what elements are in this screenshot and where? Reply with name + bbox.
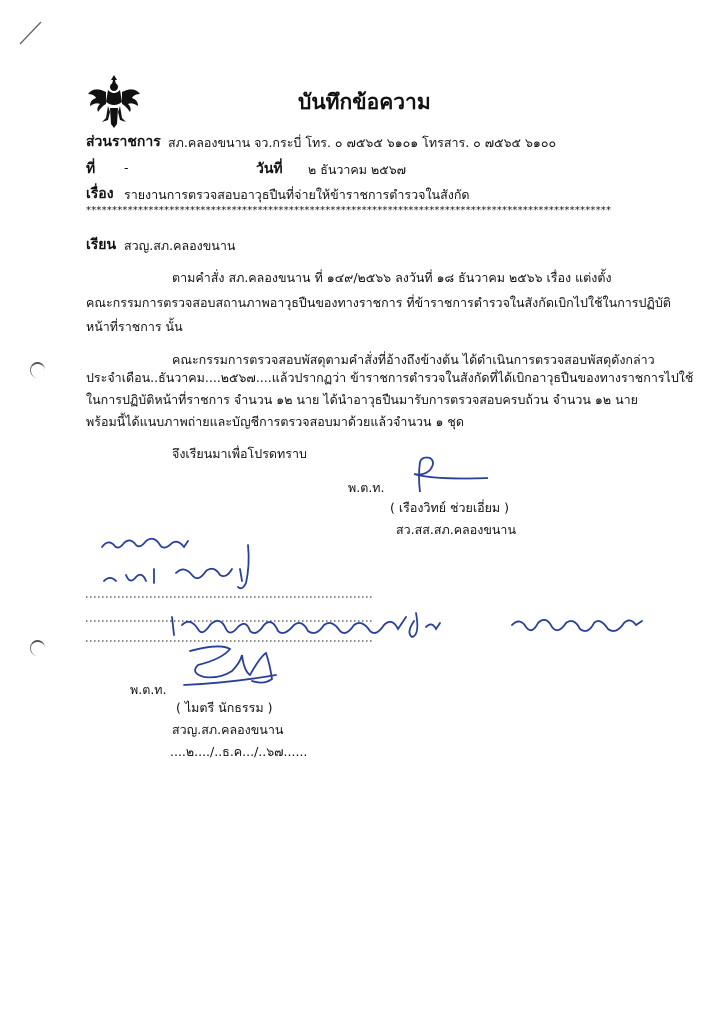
paragraph2-line3: ในการปฏิบัติหน้าที่ราชการ จำนวน ๑๒ นาย ได้นำอาวุธปืนมารับการตรวจสอบครบถ้วน จำนวน ๑๒ นาย [86, 392, 638, 407]
date-value: ๒ ธันวาคม ๒๕๖๗ [308, 162, 407, 177]
signer2-name: ( ไมตรี นักธรรม ) [176, 700, 273, 715]
to-label: เรียน [86, 237, 117, 253]
document-title: บันทึกข้อความ [298, 90, 431, 114]
paragraph1-line2: คณะกรรมการตรวจสอบสถานภาพอาวุธปืนของทางราชการ ที่ข้าราชการตำรวจในสังกัดเบิกไปใช้ในการปฏิบัติ [86, 295, 671, 310]
signer1-name: ( เรืองวิทย์ ช่วยเอี่ยม ) [390, 500, 510, 515]
punch-hole-bottom [30, 640, 45, 656]
signer2-position: สวญ.สภ.คลองขนาน [172, 722, 284, 737]
signature-icon [404, 452, 496, 496]
garuda-emblem-icon [86, 72, 142, 130]
paragraph2-line4: พร้อมนี้ได้แนบภาพถ่ายและบัญชีการตรวจสอบมาด้วยแล้วจำนวน ๑ ชุด [86, 414, 465, 429]
scan-mark [15, 18, 45, 48]
paragraph1-line1: ตามคำสั่ง สภ.คลองขนาน ที่ ๑๔๙/๒๕๖๖ ลงวันที่ ๑๘ ธันวาคม ๒๕๖๖ เรื่อง แต่งตั้ง [172, 270, 612, 285]
to-value: สวญ.สภ.คลองขนาน [124, 238, 236, 253]
punch-hole-top [30, 362, 45, 378]
agency-label: ส่วนราชการ [86, 134, 161, 150]
handwritten-note [80, 525, 700, 695]
ref-label: ที่ [86, 161, 96, 177]
signer2-rank: พ.ต.ท. [130, 682, 167, 697]
paragraph2-line1: คณะกรรมการตรวจสอบพัสดุตามคำสั่งที่อ้างถึงข้างต้น ได้ดำเนินการตรวจสอบพัสดุดังกล่าว [172, 352, 655, 367]
signer1-rank: พ.ต.ท. [348, 480, 385, 495]
signer1-position: สว.สส.สภ.คลองขนาน [396, 522, 516, 537]
ref-value: - [124, 160, 129, 175]
header-separator: ***************************************************************************************************** [86, 205, 612, 216]
closing-line: จึงเรียนมาเพื่อโปรดทราบ [172, 446, 307, 461]
date-label: วันที่ [256, 161, 283, 177]
subject-value: รายงานการตรวจสอบอาวุธปืนที่จ่ายให้ข้าราชการตำรวจในสังกัด [124, 187, 470, 202]
paragraph1-line3: หน้าที่ราชการ นั้น [86, 319, 183, 334]
signer2-date: ....๒..../..ธ.ค.../..๖๗...... [170, 744, 308, 759]
subject-label: เรื่อง [86, 186, 114, 202]
paragraph2-line2: ประจำเดือน..ธันวาคม....๒๕๖๗....แล้วปรากฏว่า ข้าราชการตำรวจในสังกัดที่ได้เบิกอาวุธปืนของทางราชการไปใช้ [86, 370, 694, 385]
agency-value: สภ.คลองขนาน จว.กระบี่ โทร. ๐ ๗๕๖๕ ๖๑๐๑ โทรสาร. ๐ ๗๕๖๕ ๖๑๐๐ [168, 135, 557, 150]
